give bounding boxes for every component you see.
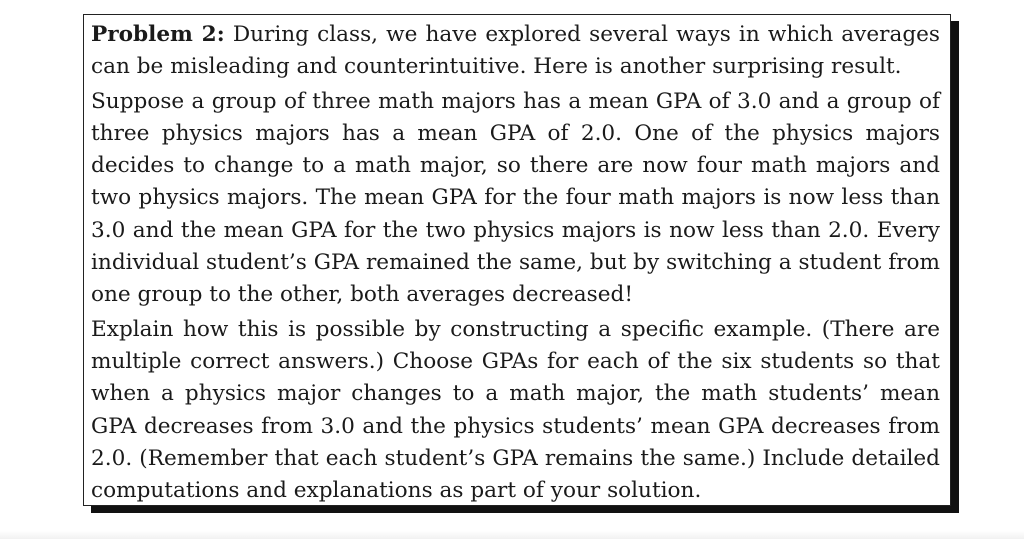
- problem-label: Problem 2:: [91, 22, 225, 47]
- page-bottom-shade: [0, 531, 1024, 539]
- problem-scenario-paragraph: Suppose a group of three math majors has a mean GPA of 3.0 and a group of three physics majors has a mean GPA of 2.0. One of the physics majors decides to change to a math major, so there are now four math majors and two physics majors. The mean GPA for the four math majors is now less than 3.0 and the mean GPA for the two physics majors is now less than 2.0. Every individual student’s GPA remained the same, but by switching a student from one group to the other, both averages decreased!: [91, 88, 940, 308]
- problem-task-paragraph: Explain how this is possible by constructing a specific example. (There are multiple correct answers.) Choose GPAs for each of the six students so that when a physics major changes to a math major, the math students’ mean GPA decreases from 3.0 and the physics students’ mean GPA decreases from 2.0. (Remember that each student’s GPA remains the same.) Include detailed computations and explanations as part of your solution.: [91, 316, 940, 504]
- problem-intro-paragraph: [91, 19, 940, 84]
- problem-intro-text: During class, we have explored several ways in which averages can be misleading and counterintuitive. Here is another surprising result.: [91, 22, 941, 80]
- problem-box: [83, 14, 951, 506]
